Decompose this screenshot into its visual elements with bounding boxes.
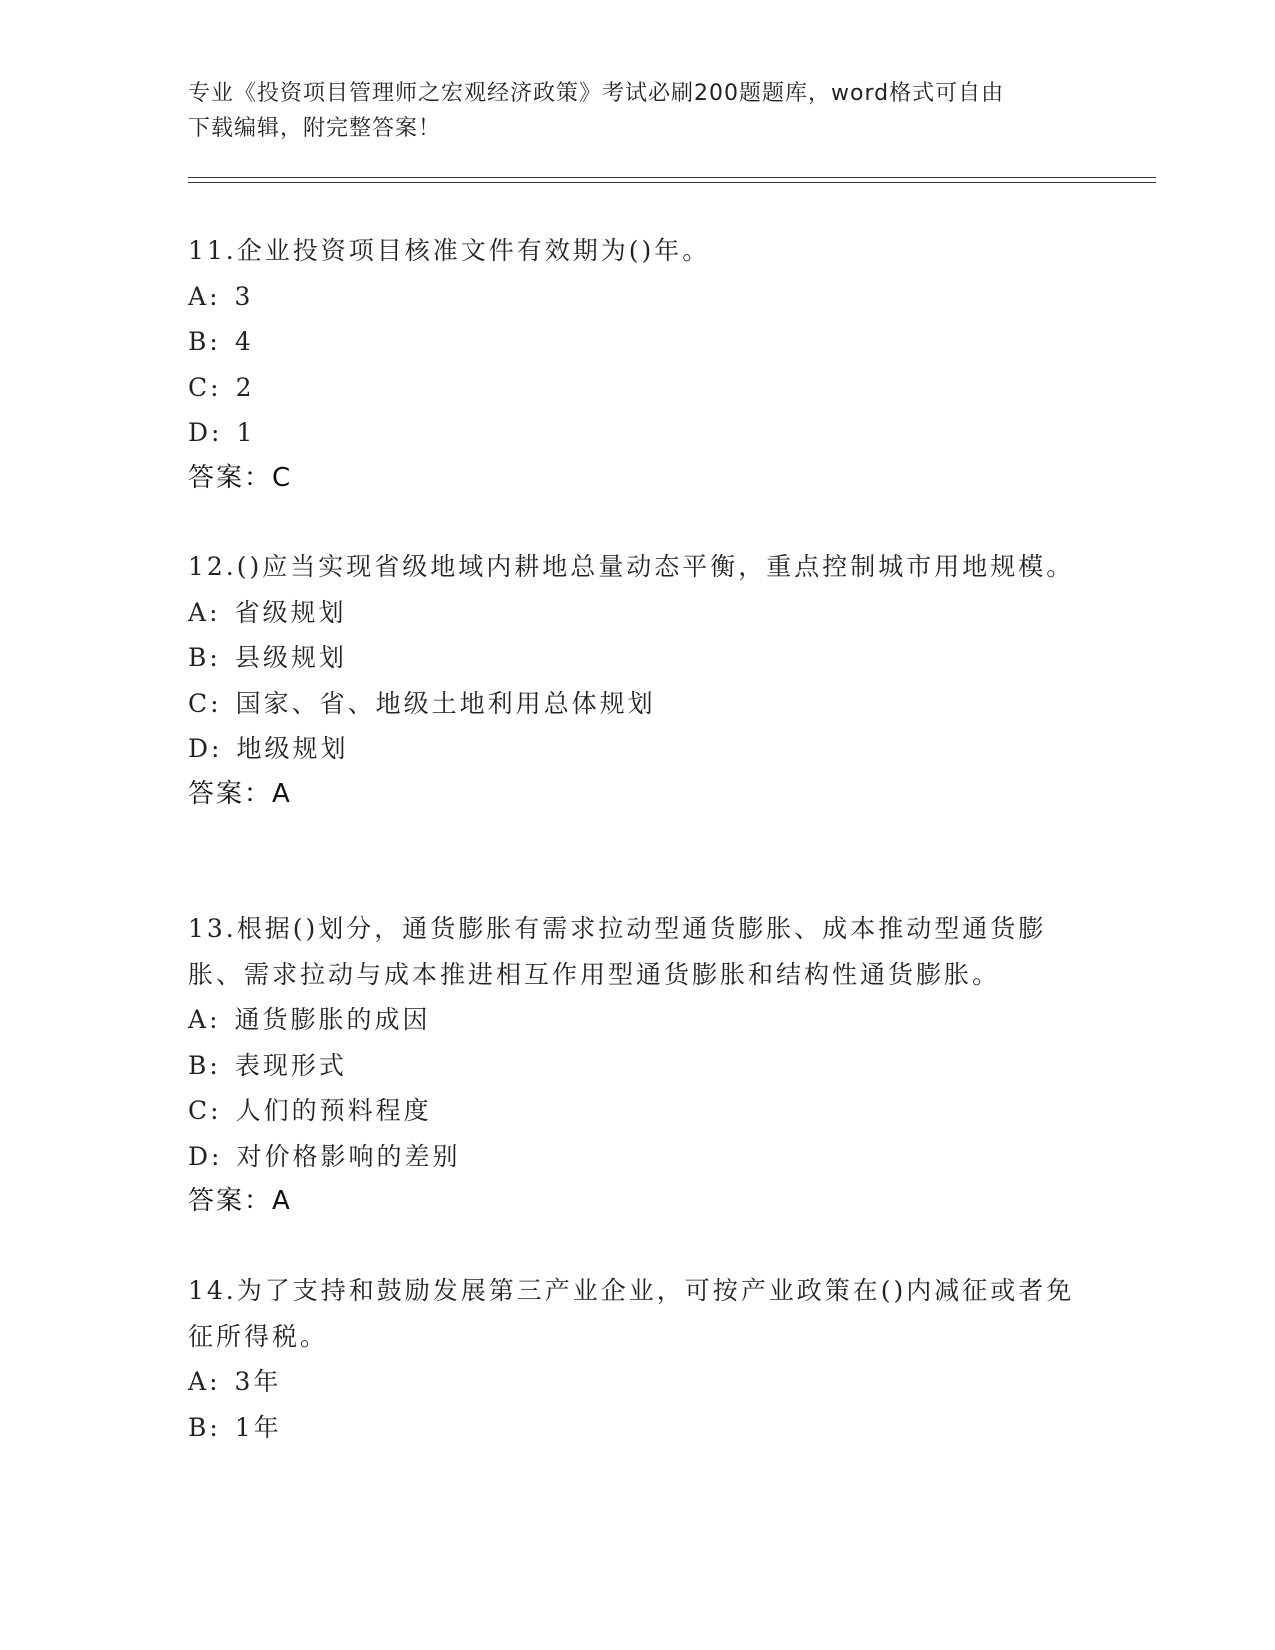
option-letter: D xyxy=(188,1141,212,1171)
option-a xyxy=(188,1359,1088,1405)
answer-line: 答案：A xyxy=(188,1186,292,1216)
option-separator: : xyxy=(209,1412,221,1442)
question-stem: 14.为了支持和鼓励发展第三产业企业，可按产业政策在()内减征或者免征所得税。 xyxy=(188,1276,1075,1351)
option-text: 1 xyxy=(236,418,256,447)
option-separator: : xyxy=(211,1141,223,1171)
option-a xyxy=(188,997,1088,1043)
option-text: 县级规划 xyxy=(234,643,347,672)
option-text: 对价格影响的差别 xyxy=(236,1141,461,1171)
option-separator: : xyxy=(210,1096,222,1125)
question-stem: 13.根据()划分，通货膨胀有需求拉动型通货膨胀、成本推动型通货膨胀、需求拉动与成本推进相互作用型通货膨胀和结构性通货膨胀。 xyxy=(188,914,1047,989)
option-separator: : xyxy=(209,597,221,627)
option-letter: C xyxy=(188,1096,211,1125)
option-separator: : xyxy=(209,1050,221,1080)
option-d xyxy=(188,726,1088,772)
option-d xyxy=(188,410,1088,456)
option-list xyxy=(188,997,1088,1179)
option-b xyxy=(188,635,1088,681)
option-list xyxy=(188,274,1088,456)
option-c xyxy=(188,681,1088,727)
option-separator: : xyxy=(209,1367,221,1396)
option-c xyxy=(188,365,1088,411)
option-separator: : xyxy=(209,643,221,672)
option-b xyxy=(188,319,1088,365)
option-b xyxy=(188,1405,1088,1451)
option-separator: : xyxy=(210,372,222,402)
document-header xyxy=(188,76,1068,146)
option-text: 表现形式 xyxy=(234,1050,347,1080)
option-a xyxy=(188,274,1088,320)
header-line-1: 专业《投资项目管理师之宏观经济政策》考试必刷200题题库，word格式可自由 xyxy=(188,81,1005,106)
option-text: 3 xyxy=(234,281,254,311)
option-text: 人们的预料程度 xyxy=(235,1096,432,1125)
question-11 xyxy=(188,228,1088,501)
option-letter: D xyxy=(188,734,212,763)
option-letter: A xyxy=(188,597,210,627)
option-letter: A xyxy=(188,1005,210,1034)
option-b xyxy=(188,1043,1088,1089)
option-letter: B xyxy=(188,1412,210,1442)
option-separator: : xyxy=(211,734,223,763)
option-letter: D xyxy=(188,418,212,447)
option-letter: A xyxy=(188,281,210,311)
question-stem: 12.()应当实现省级地域内耕地总量动态平衡，重点控制城市用地规模。 xyxy=(188,552,1075,581)
option-text: 3年 xyxy=(234,1367,282,1396)
question-13 xyxy=(188,906,1088,1225)
option-letter: B xyxy=(188,327,210,356)
option-letter: C xyxy=(188,372,211,402)
option-c xyxy=(188,1088,1088,1134)
option-letter: B xyxy=(188,1050,210,1080)
option-text: 1年 xyxy=(234,1412,282,1442)
question-12 xyxy=(188,544,1088,817)
option-list xyxy=(188,590,1088,772)
option-text: 通货膨胀的成因 xyxy=(234,1005,431,1034)
option-text: 国家、省、地级土地利用总体规划 xyxy=(235,688,656,718)
option-letter: B xyxy=(188,643,210,672)
option-letter: C xyxy=(188,688,211,718)
header-divider-bottom xyxy=(188,182,1156,183)
option-d xyxy=(188,1134,1088,1180)
answer-line: 答案：A xyxy=(188,778,292,809)
option-separator: : xyxy=(210,688,222,718)
question-14 xyxy=(188,1268,1088,1450)
option-letter: A xyxy=(188,1367,210,1396)
option-a xyxy=(188,590,1088,636)
option-separator: : xyxy=(209,1005,221,1034)
option-separator: : xyxy=(211,418,223,447)
option-text: 地级规划 xyxy=(236,734,349,763)
question-stem: 11.企业投资项目核准文件有效期为()年。 xyxy=(188,236,711,265)
answer-line: 答案：C xyxy=(188,462,293,493)
option-text: 4 xyxy=(234,327,254,356)
option-text: 2 xyxy=(235,372,255,402)
option-list xyxy=(188,1359,1088,1450)
header-line-2: 下载编辑，附完整答案！ xyxy=(188,116,442,141)
option-separator: : xyxy=(209,281,221,311)
option-text: 省级规划 xyxy=(234,597,347,627)
header-divider-top xyxy=(188,177,1156,178)
option-separator: : xyxy=(209,327,221,356)
